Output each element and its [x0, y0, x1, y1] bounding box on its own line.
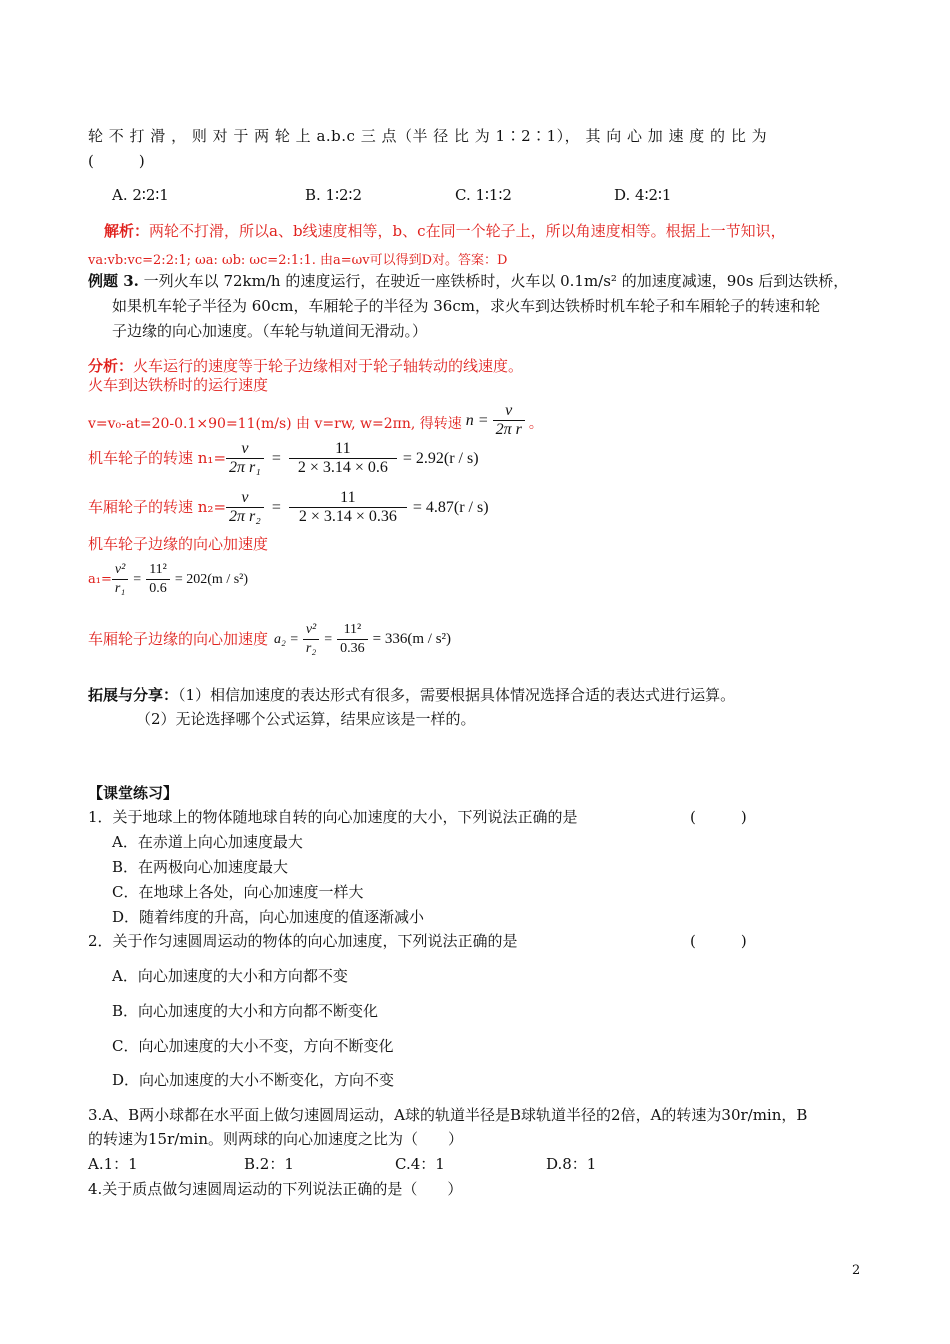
n-fraction	[493, 402, 525, 439]
a2-fraction-2-numerator: 11²	[337, 621, 368, 640]
n2-equation: 车厢轮子的转速 n₂= $\frac{v}{\text{2π r₂}}$ = $\frac{11}{2 \times 3.14 \times 0.36}$ = 4.87(r / s)	[88, 489, 489, 525]
a2-equation: 车厢轮子边缘的向心加速度 a₂ = $\frac{\text{v²}}{\text{r₂}}$ = $\frac{\text{11²}}{0.36}$ = 336(m / s²)	[88, 622, 452, 656]
a1-title: 机车轮子边缘的向心加速度	[88, 535, 269, 553]
a1-fraction-1-denominator: r₁	[114, 581, 126, 596]
n2-result: = 4.87(r / s)	[412, 498, 489, 516]
a1-fraction-1-numerator: v²	[112, 561, 128, 580]
practice-q3-option-b: B.2：1	[244, 1155, 294, 1173]
example3-text1: 一列火车以 72km/h 的速度运行，在驶近一座铁桥时，火车以 0.1m/s² 的加速度减速，90s 后到达铁桥，	[143, 272, 849, 290]
practice-q4: 4.关于质点做匀速圆周运动的下列说法正确的是（ ）	[88, 1180, 463, 1198]
practice-q2: 2．关于作匀速圆周运动的物体的向心加速度，下列说法正确的是	[88, 932, 518, 950]
n-eq: n =	[465, 411, 489, 429]
a2-fraction-1-numerator: v²	[303, 621, 319, 640]
option-a: A. 2∶2∶1	[112, 186, 169, 204]
example3-line1	[88, 274, 848, 289]
extension-text1: （1）相信加速度的表达形式有很多，需要根据具体情况选择合适的表达式进行运算。	[178, 686, 736, 704]
n2-fraction-1	[226, 489, 264, 526]
a1-fraction-2	[146, 561, 170, 598]
n1-fraction-2-denominator: 2 × 3.14 × 0.6	[297, 459, 388, 476]
n-fraction-numerator: v	[493, 402, 525, 421]
n2-fraction-2-numerator: 11	[289, 489, 407, 508]
n2-fraction-1-denominator: 2π r₂	[229, 508, 261, 525]
a1-fraction-2-denominator: 0.6	[149, 581, 167, 596]
n1-fraction-1	[226, 440, 264, 477]
n1-label: 机车轮子的转速 n₁=	[88, 449, 227, 467]
option-c: C. 1∶1∶2	[455, 186, 512, 204]
n1-fraction-2-numerator: 11	[289, 440, 397, 459]
example3-line3: 子边缘的向心加速度。（车轮与轨道间无滑动。）	[112, 322, 428, 340]
page-number: 2	[852, 1263, 861, 1278]
practice-q3-option-c: C.4：1	[395, 1155, 445, 1173]
practice-q2-paren: ( )	[690, 932, 747, 950]
n2-fraction-1-numerator: v	[226, 489, 264, 508]
analysis-text: 两轮不打滑，所以a、b线速度相等，b、c在同一个轮子上，所以角速度相等。根据上一节知识，	[149, 222, 786, 240]
velocity-line	[88, 402, 543, 439]
n-fraction-denominator: 2π r	[495, 421, 522, 438]
option-b: B. 1∶2∶2	[305, 186, 362, 204]
a2-fraction-2-denominator: 0.36	[340, 641, 365, 656]
option-d: D. 4∶2∶1	[614, 186, 672, 204]
n-end: 。	[528, 415, 543, 432]
n2-fraction-2-denominator: 2 × 3.14 × 0.36	[298, 508, 397, 525]
practice-q1-option-c: C．在地球上各处，向心加速度一样大	[112, 883, 364, 901]
a1-label: a₁=	[88, 572, 112, 587]
practice-q2-option-d: D．向心加速度的大小不断变化，方向不变	[112, 1071, 395, 1089]
question-answer-paren: ( )	[88, 152, 145, 170]
a1-fraction-2-numerator: 11²	[146, 561, 170, 580]
extension-line1	[88, 688, 735, 703]
n2-fraction-2	[289, 489, 407, 526]
fenxi-paragraph	[88, 359, 523, 374]
velocity-text: v=v₀-at=20-0.1×90=11(m/s) 由 v=rw, w=2πn, 得转速	[88, 415, 462, 432]
fenxi-label: 分析：	[88, 357, 134, 375]
n1-result: = 2.92(r / s)	[402, 449, 479, 467]
a2-label: a₂ =	[274, 631, 299, 647]
practice-heading: 【课堂练习】	[88, 784, 179, 802]
a1-fraction-1	[112, 561, 128, 598]
a2-result: = 336(m / s²)	[372, 631, 452, 647]
practice-q2-option-c: C．向心加速度的大小不变，方向不断变化	[112, 1037, 394, 1055]
example3-label: 例题 3.	[88, 272, 139, 290]
n1-fraction-1-numerator: v	[226, 440, 264, 459]
analysis-label: 解析：	[104, 222, 150, 240]
extension-line2: （2）无论选择哪个公式运算，结果应该是一样的。	[136, 710, 476, 728]
analysis-paragraph	[104, 224, 786, 239]
n1-fraction-2	[289, 440, 397, 477]
a2-title: 车厢轮子边缘的向心加速度	[88, 630, 269, 648]
a1-result: = 202(m / s²)	[174, 571, 249, 587]
example3-line2: 如果机车轮子半径为 60cm，车厢轮子的半径为 36cm，求火车到达铁桥时机车轮子和车厢轮子的转速和轮	[112, 297, 820, 315]
a2-fraction-1	[303, 621, 319, 658]
analysis-line2: va:vb:vc=2:2:1; ωa: ωb: ωc=2:1:1. 由a=ωv可以得到D对。答案：D	[88, 253, 508, 268]
question-stem-line1: 轮 不 打 滑 ， 则 对 于 两 轮 上 a.b.c 三 点（半 径 比 为 1∶2∶1）， 其 向 心 加 速 度 的 比 为	[88, 127, 768, 145]
practice-q1-option-b: B．在两极向心加速度最大	[112, 858, 289, 876]
practice-q3-line1: 3.A、B两小球都在水平面上做匀速圆周运动，A球的轨道半径是B球轨道半径的2倍，A的转速为30r/min，B	[88, 1106, 808, 1124]
practice-q2-option-a: A．向心加速度的大小和方向都不变	[112, 967, 348, 985]
practice-q1-option-d: D．随着纬度的升高，向心加速度的值逐渐减小	[112, 908, 425, 926]
practice-q1-paren: ( )	[690, 808, 747, 826]
practice-q1-option-a: A．在赤道上向心加速度最大	[112, 833, 303, 851]
practice-q3-option-d: D.8：1	[546, 1155, 597, 1173]
practice-q3-option-a: A.1：1	[88, 1155, 138, 1173]
n1-equation: 机车轮子的转速 n₁= $\frac{v}{\text{2π r₁}}$ = $\frac{11}{2 \times 3.14 \times 0.6}$ = 2.92(r / s)	[88, 440, 479, 476]
extension-label: 拓展与分享：	[88, 686, 179, 704]
arrive-speed-title: 火车到达铁桥时的运行速度	[88, 376, 269, 394]
a2-fraction-2	[337, 621, 368, 658]
fenxi-text: 火车运行的速度等于轮子边缘相对于轮子轴转动的线速度。	[133, 357, 524, 375]
practice-q2-option-b: B．向心加速度的大小和方向都不断变化	[112, 1002, 379, 1020]
practice-q3-line2: 的转速为15r/min。则两球的向心加速度之比为（ ）	[88, 1130, 463, 1148]
a2-fraction-1-denominator: r₂	[305, 641, 317, 656]
n1-fraction-1-denominator: 2π r₁	[229, 459, 261, 476]
n2-label: 车厢轮子的转速 n₂=	[88, 498, 227, 516]
practice-q1: 1．关于地球上的物体随地球自转的向心加速度的大小，下列说法正确的是	[88, 808, 578, 826]
a1-equation: a₁= $\frac{\text{v²}}{\text{r₁}}$ = $\frac{\text{11²}}{0.6}$ = 202(m / s²)	[88, 562, 249, 596]
